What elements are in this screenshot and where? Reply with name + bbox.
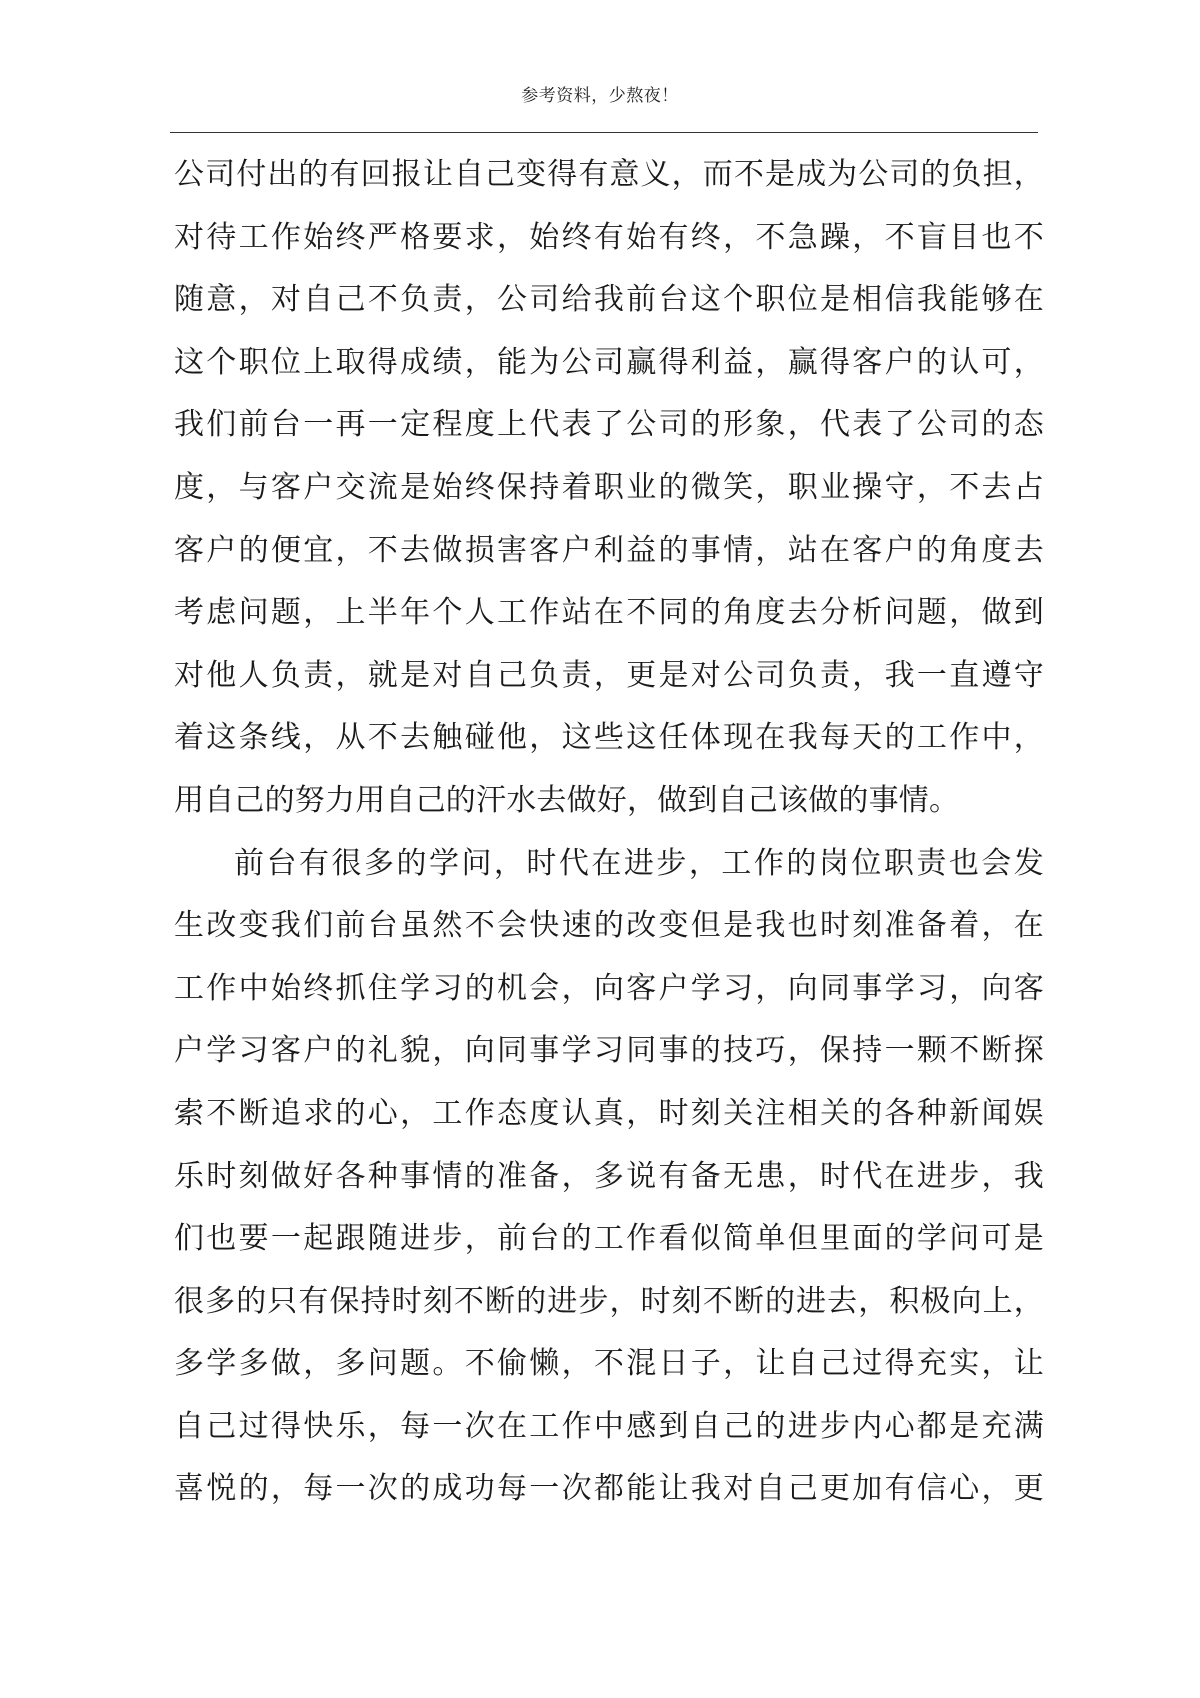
text-line: 随意，对自己不负责，公司给我前台这个职位是相信我能够在 xyxy=(174,282,1044,318)
text-line: 这个职位上取得成绩，能为公司赢得利益，赢得客户的认可， xyxy=(174,344,1044,380)
text-line: 喜悦的，每一次的成功每一次都能让我对自己更加有信心，更 xyxy=(174,1471,1044,1507)
page-header: 参考资料，少熬夜！ xyxy=(521,86,679,106)
text-line: 自己过得快乐，每一次在工作中感到自己的进步内心都是充满 xyxy=(174,1408,1044,1444)
text-line: 户学习客户的礼貌，向同事学习同事的技巧，保持一颗不断探 xyxy=(174,1033,1044,1069)
header-divider xyxy=(170,132,1038,133)
body-text xyxy=(174,144,1044,1521)
text-line: 对他人负责，就是对自己负责，更是对公司负责，我一直遵守 xyxy=(174,657,1044,693)
text-line: 工作中始终抓住学习的机会，向客户学习，向同事学习，向客 xyxy=(174,970,1044,1006)
text-line: 很多的只有保持时刻不断的进步，时刻不断的进去，积极向上， xyxy=(174,1283,1044,1319)
paragraph-start-line: 前台有很多的学问，时代在进步，工作的岗位职责也会发 xyxy=(234,845,1044,881)
text-line: 着这条线，从不去触碰他，这些这任体现在我每天的工作中， xyxy=(174,720,1044,756)
text-line: 公司付出的有回报让自己变得有意义，而不是成为公司的负担， xyxy=(174,157,1044,192)
text-line: 度，与客户交流是始终保持着职业的微笑，职业操守，不去占 xyxy=(174,469,1044,505)
text-line: 们也要一起跟随进步，前台的工作看似简单但里面的学问可是 xyxy=(174,1221,1044,1257)
text-line: 索不断追求的心，工作态度认真，时刻关注相关的各种新闻娱 xyxy=(174,1095,1044,1131)
text-line: 乐时刻做好各种事情的准备，多说有备无患，时代在进步，我 xyxy=(174,1158,1044,1194)
text-line: 考虑问题，上半年个人工作站在不同的角度去分析问题，做到 xyxy=(174,595,1044,631)
text-line: 我们前台一再一定程度上代表了公司的形象，代表了公司的态 xyxy=(174,407,1044,443)
text-line: 客户的便宜，不去做损害客户利益的事情，站在客户的角度去 xyxy=(174,532,1044,568)
text-line: 对待工作始终严格要求，始终有始有终，不急躁，不盲目也不 xyxy=(174,219,1044,255)
paragraph-end-line: 用自己的努力用自己的汗水去做好，做到自己该做的事情。 xyxy=(174,782,960,818)
text-line: 生改变我们前台虽然不会快速的改变但是我也时刻准备着，在 xyxy=(174,908,1044,944)
text-line: 多学多做，多问题。不偷懒，不混日子，让自己过得充实，让 xyxy=(174,1346,1044,1382)
